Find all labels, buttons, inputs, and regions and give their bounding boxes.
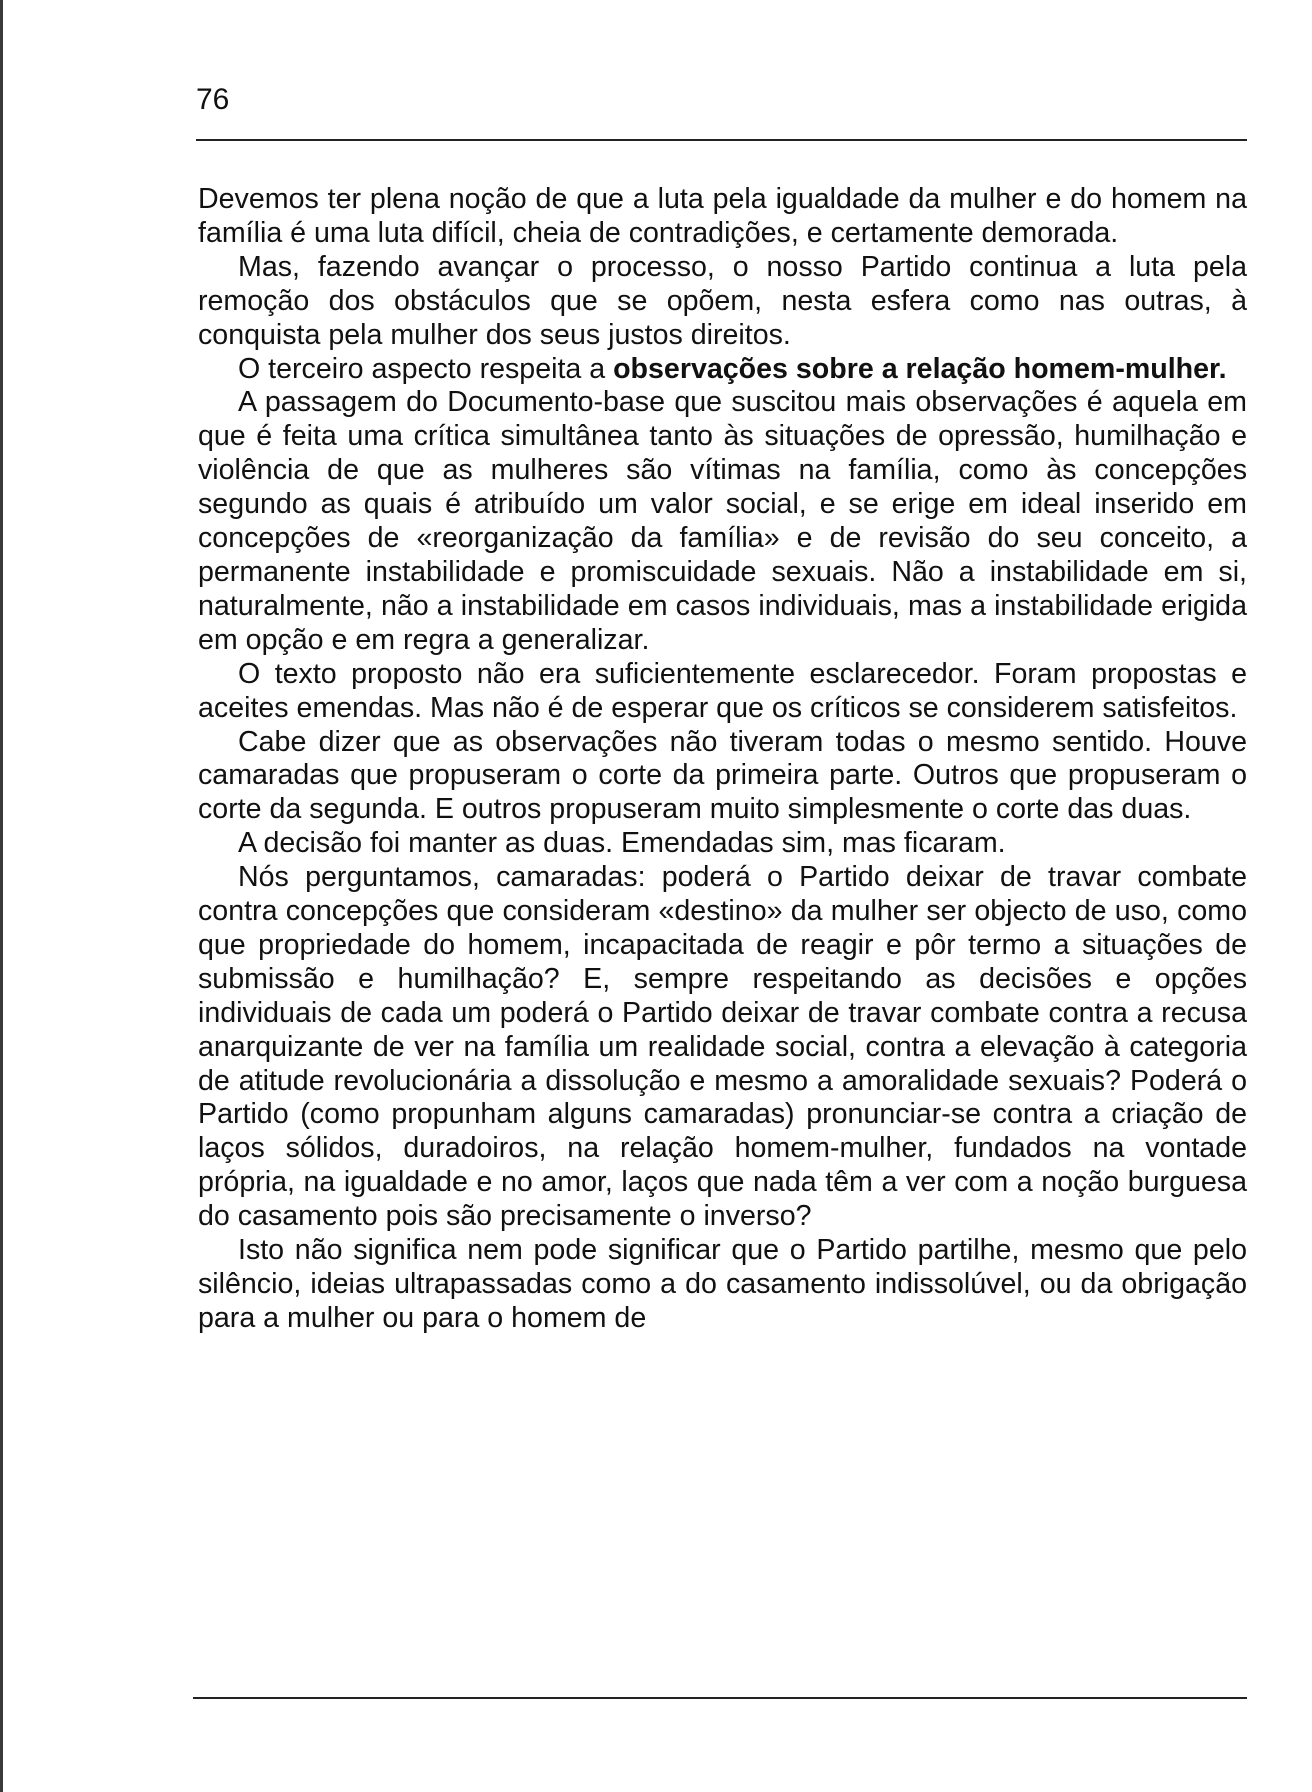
scan-left-edge [0, 0, 3, 1792]
paragraph-5: O texto proposto não era suficientemente esclarecedor. Foram propostas e aceites emendas. Mas não é de esperar que os críticos se considerem satisfeitos. [198, 657, 1247, 724]
header-rule [196, 139, 1247, 141]
body-text [198, 183, 1247, 1336]
paragraph-7: A decisão foi manter as duas. Emendadas sim, mas ficaram. [238, 827, 1006, 860]
paragraph-9: Isto não significa nem pode significar que o Partido partilhe, mesmo que pelo silêncio, ideias ultrapassadas como a do casamento indissolúvel, ou da obrigação para a mulher ou para o homem de [198, 1234, 1247, 1334]
paragraph-8: Nós perguntamos, camaradas: poderá o Partido deixar de travar combate contra concepções que consideram «destino» da mulher ser objecto de uso, como que propriedade do homem, incapacitada de reagir e pôr termo a situações de submissão e humilhação? E, sempre respeitando as decisões e opções individuais de cada um poderá o Partido deixar de travar combate contra a recusa anarquizante de ver na família um realidade social, contra a elevação à categoria de atitude revolucionária a dissolução e mesmo a amoralidade sexuais? Poderá o Partido (como propunham alguns camaradas) pronunciar-se contra a criação de laços sólidos, duradoiros, na relação homem-mulher, fundados na vontade própria, na igualdade e no amor, laços que nada têm a ver com a noção burguesa do casamento pois são precisamente o inverso? [198, 861, 1247, 1233]
paragraph-6: Cabe dizer que as observações não tiveram todas o mesmo sentido. Houve camaradas que propuseram o corte da primeira parte. Outros que propuseram o corte da segunda. E outros propuseram muito simplesmente o corte das duas. [198, 725, 1247, 826]
page-number: 76 [196, 83, 230, 116]
paragraph-3-emphasis: observações sobre a relação homem-mulher. [613, 352, 1227, 385]
paragraph-3-text: O terceiro aspecto respeita a [238, 352, 614, 385]
paragraph-2: Mas, fazendo avançar o processo, o nosso Partido continua a luta pela remoção dos obstáculos que se opõem, nesta esfera como nas outras, à conquista pela mulher dos seus justos direitos. [198, 250, 1247, 351]
paragraph-1: Devemos ter plena noção de que a luta pela igualdade da mulher e do homem na família é uma luta difícil, cheia de contradições, e certamente demorada. [198, 183, 1247, 249]
footer-rule [193, 1697, 1247, 1699]
paragraph-4: A passagem do Documento-base que suscitou mais observações é aquela em que é feita uma crítica simultânea tanto às situações de opressão, humilhação e violência de que as mulheres são vítimas na família, como às concepções segundo as quais é atribuído um valor social, e se erige em ideal inserido em concepções de «reorganização da família» e de revisão do seu conceito, a permanente instabilidade e promiscuidade sexuais. Não a instabilidade em si, naturalmente, não a instabilidade em casos individuais, mas a instabilidade erigida em opção e em regra a generalizar. [198, 386, 1247, 656]
paragraph-3 [198, 353, 1247, 387]
